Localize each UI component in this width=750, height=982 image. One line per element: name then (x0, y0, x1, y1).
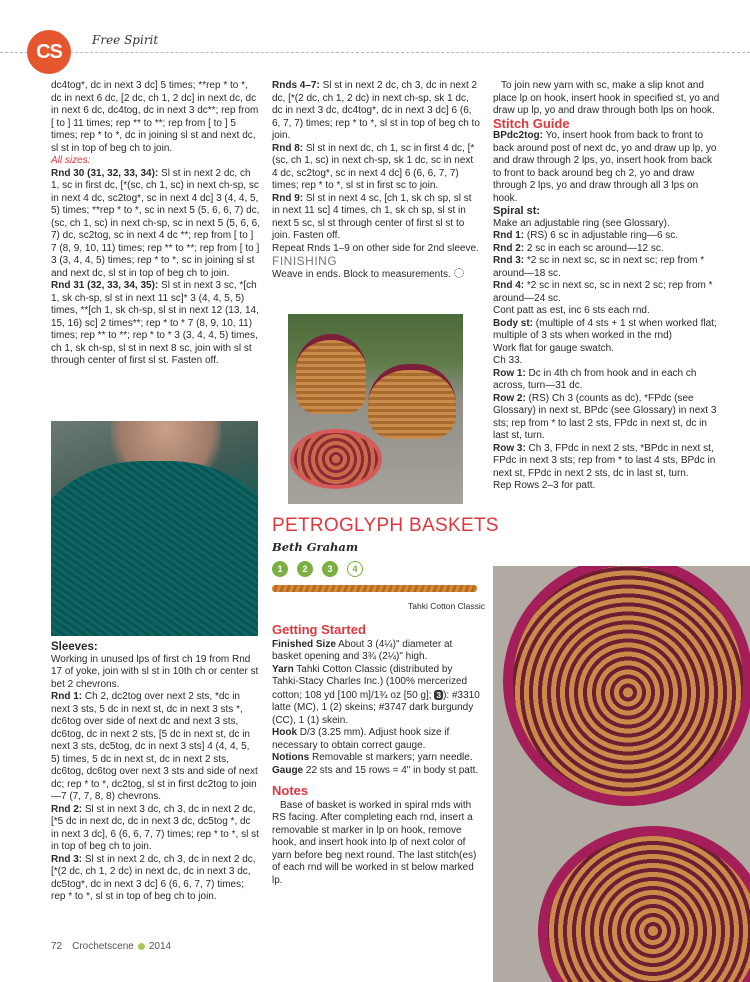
paragraph: Base of basket is worked in spiral rnds with RS facing. After completing each rnd, insert a removable st marker in lp on hook, remove hook, and insert hook into lp of next color of yarn before beg next round. The last stitch(es) of each rnd will be worked in st below marked lp. (272, 799, 477, 886)
footer-dot-icon (138, 943, 145, 950)
pattern-author: Beth Graham (272, 540, 359, 554)
column-1 (51, 80, 261, 368)
paragraph: Rnd 8: Sl st in next dc, ch 1, sc in first 4 dc, [*(sc, ch 1, sc) in next ch-sp, sk 1 dc, sc in next 4 dc, sc2tog*, sc in next 4 dc] 6 (6, 6, 7, 7) times; rep * to *, sl st in first sc to join. (272, 142, 475, 191)
paragraph: Rnd 4: *2 sc in next sc, sc in next 2 sc; rep from * around—24 sc. (493, 280, 713, 304)
paragraph: Hook D/3 (3.25 mm). Adjust hook size if necessary to obtain correct gauge. (272, 727, 450, 751)
column-3 (493, 80, 721, 493)
shawl-photo (51, 421, 258, 636)
baskets-photo (288, 314, 463, 504)
paragraph: Rnd 1: Ch 2, dc2tog over next 2 sts, *dc in next 3 sts, 5 dc in next st, dc in next 3 sts *, dc6tog over side of next dc and next 3 sts, dc6tog, dc in next 2 sts, [5 dc in next st, dc in next 3 sts, dc5tog, dc in next 3 sts] 4 (4, 4, 5, 5) times, 5 dc in next st, dc in next 2 sts, dc6tog, dc6tog over next 3 sts and side of next dc; rep * to *, dc2tog, sl st in first dc2tog to join—7 (7, 7, 8, 8) chevrons. (51, 691, 258, 802)
stitch-guide-heading: Stitch Guide (493, 115, 570, 131)
paragraph: Ch 33. (493, 355, 523, 366)
paragraph: Repeat Rnds 1–9 on other side for 2nd sleeve. (272, 242, 479, 254)
yarn-swatch (272, 585, 477, 592)
paragraph: Rnd 1: (RS) 6 sc in adjustable ring—6 sc. (493, 230, 679, 241)
section-badge: CS (27, 30, 71, 74)
basket-closeup-photo (493, 566, 750, 982)
paragraph: Rnd 2: 2 sc in each sc around—12 sc. (493, 242, 664, 254)
page-number: 72 (51, 941, 63, 952)
notes-heading: Notes (272, 783, 309, 798)
paragraph: Rnds 4–7: Sl st in next 2 dc, ch 3, dc in next 2 dc, [*(2 dc, ch 1, 2 dc) in next ch-sp, sk 1 dc, dc in next 3 dc, dc4tog*, dc in next 3 dc] 6 (6, 6, 7, 7) times; rep * to *, sl st in top of beg ch to join. (272, 80, 480, 141)
paragraph: Notions Removable st markers; yarn needle. (272, 752, 473, 763)
skill-level-1-icon: 1 (272, 561, 288, 577)
paragraph: Rnd 3: *2 sc in next sc, sc in next sc; rep from * around—18 sc. (493, 255, 705, 279)
skill-level-3-icon: 3 (322, 561, 338, 577)
all-sizes-label: All sizes: (51, 155, 91, 166)
paragraph: BPdc2tog: Yo, insert hook from back to front to back around post of next dc, yo and draw up lp, yo and draw through 2 lps, yo, insert hook from back to front to back around beg ch 2, yo and draw through 2 lps, yo and draw through all 3 lps on hook. (493, 130, 717, 204)
paragraph: Yarn Tahki Cotton Classic (distributed by Tahki-Stacy Charles Inc.) (100% mercerized cotton; 108 yd [100 m]/1¾ oz [50 g]; 3 ): #3310 latte (MC), 1 (2) skeins; #3747 dark burgundy (CC), 1 (1) skein. (272, 663, 480, 726)
column-2 (272, 80, 480, 281)
pattern-title: PETROGLYPH BASKETS (272, 515, 499, 536)
paragraph: Finished Size About 3 (4¼)" diameter at basket opening and 3¾ (2¼)" high. (272, 638, 453, 662)
paragraph: Work flat for gauge swatch. (493, 342, 614, 354)
paragraph: Rnd 2: Sl st in next 3 dc, ch 3, dc in next 2 dc, [*5 dc in next dc, dc in next 3 dc, dc5tog *, dc in next 3 dc], 6 (6, 6, 7, 7) times; rep * to *, sl st in top of beg ch to join. (51, 803, 259, 852)
section-title: Free Spirit (92, 33, 159, 47)
paragraph: Rnd 30 (31, 32, 33, 34): Sl st in next 2 dc, ch 1, sc in first dc, [*(sc, ch 1, sc) in next ch-sp, sc in next 4 dc, sc2tog*, sc in next 4 dc] 3 (4, 4, 5, 5) times; **rep * to *, sc in next 5 (5, 6, 6, 7) dc, (sc, ch 1, sc) in next ch-sp, sc in next 5 (5, 6, 6, 7) dc, sc2tog, sc in next 4 dc **; rep from [ to ] 7 (8, 9, 10, 11) times; rep ** to **; rep from [ to ] 3 (3, 4, 4, 5) times; rep * to *, sc in joining sl st and next dc, sl st in top of beg ch to join. (51, 167, 260, 279)
paragraph: Rnd 9: Sl st in next 4 sc, [ch 1, sk ch sp, sl st in next 11 sc] 4 times, ch 1, sk ch sp, sl st in next 5 sc, sl st through center of first sl st to join. Fasten off. (272, 192, 472, 241)
paragraph: Body st: (multiple of 4 sts + 1 st when worked flat; multiple of 3 sts when worked in the rnd) (493, 317, 717, 341)
skill-level-2-icon: 2 (297, 561, 313, 577)
skill-level-4-icon: 4 (347, 561, 363, 577)
paragraph: Rep Rows 2–3 for patt. (493, 480, 596, 491)
getting-started-section (272, 620, 480, 887)
paragraph: Cont patt as est, inc 6 sts each rnd. (493, 305, 650, 316)
paragraph: Gauge 22 sts and 15 rows = 4" in body st patt. (272, 764, 479, 776)
sleeves-section (51, 641, 261, 904)
finishing-heading: FINISHING (272, 254, 338, 268)
header-divider (0, 52, 750, 53)
end-mark-icon (454, 268, 464, 278)
sleeves-heading: Sleeves: (51, 641, 98, 653)
paragraph: Rnd 31 (32, 33, 34, 35): Sl st in next 3 sc, *[ch 1, sk ch-sp, sl st in next 11 sc]* 3 (4, 4, 5, 5) times, **[ch 1, sk ch-sp, sl st in next 12 (13, 14, 15, 16) sc] 2 times**; rep * to * 7 (8, 9, 10, 11) times; rep ** to **; rep * to * 3 (3, 4, 4, 5) times, ch 1, sk ch-sp, sl st in next 8 sc, join with sl st through center of first sl st. Fasten off. (51, 280, 259, 366)
paragraph: Rnd 3: Sl st in next 2 dc, ch 3, dc in next 2 dc, [*(2 dc, ch 1, 2 dc) in next dc, dc in next 3 dc, dc5tog*, dc in next 3 dc] 6 (6, 6, 7, 7) times; rep * to *, sl st in top of beg ch to join. (51, 853, 256, 902)
yarn-weight-icon: 3 (436, 689, 442, 700)
paragraph: Weave in ends. Block to measurements. (272, 268, 480, 282)
paragraph: To join new yarn with sc, make a slip knot and place lp on hook, insert hook in specified st, yo and draw up lp, yo and draw through both lps on hook. (493, 80, 720, 116)
paragraph: Make an adjustable ring (see Glossary). (493, 217, 670, 229)
magazine-name: Crochetscene (72, 941, 134, 952)
page-footer (51, 941, 171, 952)
paragraph: Row 1: Dc in 4th ch from hook and in each ch across, turn—31 dc. (493, 367, 697, 391)
paragraph: Row 3: Ch 3, FPdc in next 2 sts, *BPdc in next st, FPdc in next 3 sts; rep from * to last 4 sts, BPdc in next st, FPdc in next 2 sts, dc in last st, turn. (493, 442, 716, 479)
issue-year: 2014 (148, 941, 172, 952)
yarn-swatch-label: Tahki Cotton Classic (408, 601, 486, 611)
paragraph: Working in unused lps of first ch 19 from Rnd 17 of yoke, join with sl st in 10th ch or center st bet 2 chevrons. (51, 653, 259, 690)
spiral-heading: Spiral st: (493, 205, 541, 217)
paragraph: Row 2: (RS) Ch 3 (counts as dc), *FPdc (see Glossary) in next st, BPdc (see Glossary) in next 3 sts; rep from * to last 2 sts, FPdc in next st, dc in last st, turn. (493, 392, 717, 441)
paragraph: dc4tog*, dc in next 3 dc] 5 times; **rep * to *, dc in next 6 dc, [2 dc, ch 1, 2 dc] in next dc, dc in next 6 dc, dc4tog, dc in next 3 dc**; rep from [ to ] 11 times; rep ** to **; rep from [ to ] 5 times; rep * to *, dc in joining sl st and next dc, sl st in top of beg ch to join. (51, 80, 259, 154)
getting-started-heading: Getting Started (272, 622, 366, 637)
